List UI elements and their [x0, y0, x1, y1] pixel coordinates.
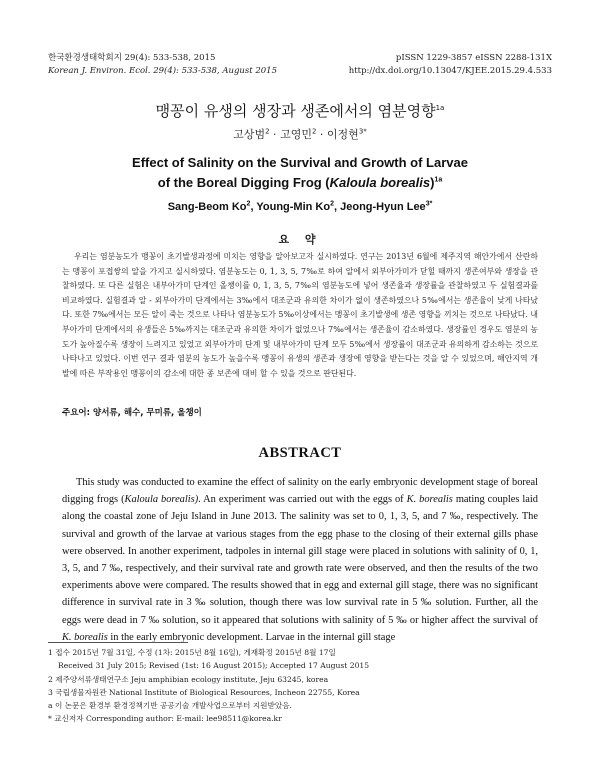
english-abstract-body [62, 474, 538, 646]
author-en-3: Jeong-Hyun Lee [340, 201, 426, 213]
author-ko-3: 이정현 [326, 128, 359, 141]
title-en-footnote-mark: 1a [434, 176, 443, 184]
author-en-1-mark: 2 [246, 200, 251, 208]
issn-line: pISSN 1229-3857 eISSN 2288-131X [395, 53, 552, 63]
author-en-2: Young-Min Ko [256, 201, 331, 213]
journal-citation-en: Korean J. Environ. Ecol. 29(4): 533-538, August 2015 [48, 66, 277, 76]
abstract-part: mating couples laid along the coastal zone of Jeju Island in June 2013. The salinity was set to 0, 1, 3, 5, and 7 ‰, respectively. The survival and growth of the larvae at various stages from the egg phase to the closing of their external gills phase were observed. In another experiment, tadpoles in internal gill stage were placed in solutions with salinity of 0, 1, 3, 5, and 7 ‰, respectively, and their survival rate and growth rate were observed, and then the results of the two experiments above were compared. The results showed that in egg and external gill stage, there was no significant difference in survival rate in 3 ‰ solution, though there was low survival rate in 5 ‰ solution. Further, all the eggs were dead in 7 ‰ solution, so it appeared that solutions with salinity of 5 ‰ or higher affect the survival of [62, 494, 538, 626]
footnote-3: 3 국립생물자원관 National Institute of Biological Resources, Incheon 22755, Korea [48, 687, 360, 697]
journal-header-right [349, 52, 552, 78]
author-en-1: Sang-Beom Ko [167, 201, 247, 213]
author-en-2-mark: 2 [330, 200, 334, 208]
paper-title-en-line1: Effect of Salinity on the Survival and Growth of Larvae [132, 155, 468, 170]
species-name: Kaloula borealis) [124, 494, 199, 506]
author-en-3-mark: 3* [425, 200, 433, 208]
korean-abstract-body: 우리는 염분농도가 맹꽁이 초기발생과정에 미치는 영향을 알아보고자 실시하였다. 연구는 2013년 6월에 제주지역 해안가에서 산란하는 맹꽁이 포접쌍의 알을 가지고 실시하였다. 염분농도는 0, 1, 3, 5, 7‰로 하여 알에서 외부아가미가 닫힐 때까지 생존여부와 생장을 관찰하였다. 또 다른 실험은 내부아가미 단계인 올챙이를 0, 1, 3, 5, 7‰의 염분농도에 넣어 생존율과 생장률을 관찰하였고 두 실험결과를 비교하였다. 실험결과 알 - 외부아가미 단계에서는 3‰에서 대조군과 유의한 차이가 없이 생존하였으나 5‰에서는 생존율이 낮게 나타났다. 또한 7‰에서는 모든 알이 죽는 것으로 나타나 염분농도가 5‰이상에서는 맹꽁이 초기발생에 생존 영향을 끼치는 것으로 나타났다. 내부아가미 단계에서의 유생들은 5‰까지는 대조군과 유의한 차이가 없었으나 7‰에서는 생존율이 감소하였다. 생장률인 경우도 염분의 농도가 높아질수록 생장이 느려지고 있었고 외부아가미 단계 및 내부아가미 단계 모두 5‰에서 생장률이 대조군과 유의하게 감소하는 것으로 나타나고 있었다. 이번 연구 결과 염분의 농도가 높을수록 맹꽁이 유생의 생존과 생장에 영향을 받는다는 것을 알 수 있었으며, 해안지역 개발에 따른 부작용인 맹꽁이의 감소에 대한 종 보존에 대비 할 수 있을 것으로 판단된다. [62, 252, 538, 378]
author-separator: · [269, 128, 281, 141]
author-ko-1-mark: 2 [265, 127, 270, 136]
korean-abstract-heading: 요 약 [278, 233, 322, 246]
abstract-part: This study was conducted to examine the effect of salinity on the early embryonic development stage of boreal digging frogs ( [62, 477, 538, 506]
species-name: K. borealis [406, 494, 453, 506]
title-en-line2-pre: of the Boreal Digging Frog ( [157, 175, 330, 190]
footnote-2: 2 제주양서류생태연구소 Jeju amphibian ecology institute, Jeju 63245, korea [48, 674, 329, 684]
author-separator: · [316, 128, 327, 141]
abstract-part: . An experiment was carried out with the eggs of [198, 494, 407, 506]
species-name: Kaloula borealis [329, 175, 431, 190]
author-ko-2: 고영민 [280, 128, 312, 141]
abstract-heading: ABSTRACT [258, 445, 342, 461]
author-list-en: Sang-Beom Ko$^2$, Young-Min Ko$^2$, Jeong-Hyun Lee$^{3*}$ [167, 200, 433, 213]
paper-title-ko-text: 맹꽁이 유생의 생장과 생존에서의 염분영향 [155, 102, 436, 120]
author-list-ko [0, 126, 600, 142]
footnote-1-en: Received 31 July 2015; Revised (1st: 16 August 2015); Accepted 17 August 2015 [58, 661, 370, 671]
footnotes [48, 646, 558, 726]
doi-link[interactable]: http://dx.doi.org/10.13047/KJEE.2015.29.4.533 [348, 66, 552, 76]
abstract-part: in the early embryonic development. Larvae in the internal gill stage [107, 631, 396, 643]
keywords-ko: 주요어: 양서류, 해수, 무미류, 올챙이 [62, 408, 202, 418]
paper-title-en [0, 153, 600, 193]
author-ko-1: 고상범 [233, 128, 266, 141]
footnote-a: a 이 논문은 환경부 환경정책기반 공공기술 개발사업으로부터 지원받았음. [48, 701, 292, 711]
author-ko-2-mark: 2 [311, 127, 317, 136]
title-en-line2-post: ) [430, 175, 435, 190]
journal-header-left [48, 52, 277, 78]
journal-citation-ko: 한국환경생태학회지 29(4): 533-538, 2015 [48, 53, 216, 63]
footnote-1: 1 접수 2015년 7월 31일, 수정 (1차: 2015년 8월 16일), 게재확정 2015년 8월 17일 [48, 648, 336, 657]
paper-title-en-line2 [0, 173, 600, 193]
title-ko-footnote-mark: 1a [435, 104, 445, 112]
author-ko-3-mark: 3* [358, 127, 367, 136]
footnote-corresponding: * 교신저자 Corresponding author: E-mail: lee98511@korea.kr [48, 714, 282, 724]
paper-title-ko [0, 100, 600, 121]
species-name: K. borealis [62, 631, 108, 643]
footnote-divider [48, 642, 188, 643]
